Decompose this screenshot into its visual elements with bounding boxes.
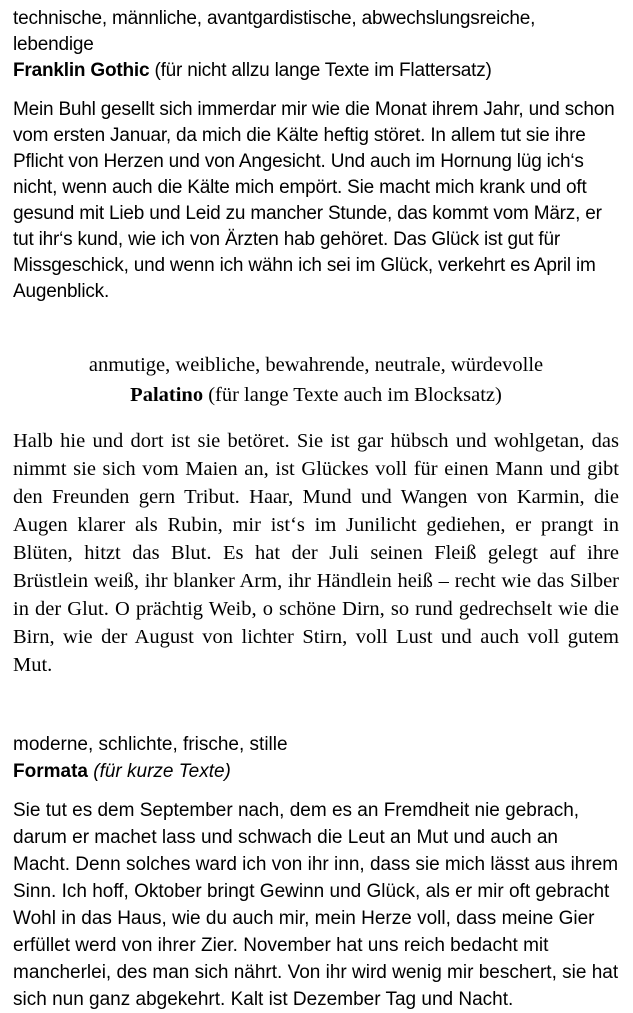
font-specimen-heading xyxy=(13,6,619,84)
usage-note: (für lange Texte auch im Blocksatz) xyxy=(203,384,502,406)
specimen-paragraph: Mein Buhl gesellt sich immerdar mir wie die Monat ihrem Jahr, und schon vom ersten Januar, da mich die Kälte heftig störet. In allem tut sie ihre Pflicht von Herzen und von Angesicht. Und auch im Hornung lüg ich‘s nicht, wenn auch die Kälte mich empört. Sie macht mich krank und oft gesund mit Lieb und Leid zu mancher Stunde, das kommt vom März, er tut ihr‘s kund, wie ich von Ärzten hab gehöret. Das Glück ist gut für Missgeschick, und wenn ich wähn ich sei im Glück, verkehrt es April im Augenblick. xyxy=(13,99,615,302)
font-specimen-heading xyxy=(13,731,619,785)
font-title-line xyxy=(13,758,619,785)
section-franklin-gothic xyxy=(13,6,619,305)
usage-note: (für kurze Texte) xyxy=(87,761,231,782)
font-title-line xyxy=(13,58,619,84)
font-attributes-line: technische, männliche, avantgardistische, abwechslungsreiche, lebendige xyxy=(13,8,536,55)
font-attributes-line: anmutige, weibliche, bewahrende, neutrale, würdevolle xyxy=(88,354,544,376)
usage-note: (für nicht allzu lange Texte im Flattersatz) xyxy=(149,60,492,81)
font-name: Franklin Gothic xyxy=(13,60,150,81)
font-title-line xyxy=(13,380,619,410)
specimen-paragraph: Halb hie und dort ist sie betöret. Sie ist gar hübsch und wohlgetan, das nimmt sie sich vom Maien an, ist Glückes voll für einen Mann und gibt den Freunden gern Tribut. Haar, Mund und Wangen von Karmin, die Augen klarer als Rubin, mir ist‘s im Junilicht gediehen, er prangt in Blüten, hitzt das Blut. Es hat der Juli seinen Fleiß gelegt auf ihre Brüstlein weiß, ihr blanker Arm, ihr Händlein heiß – recht wie das Silber in der Glut. O prächtig Weib, o schöne Dirn, so rund gedrechselt wie die Birn, wie der August von lichter Stirn, voll Lust und auch voll gutem Mut. xyxy=(13,430,619,676)
font-specimen-heading xyxy=(13,350,619,410)
font-attributes-line: moderne, schlichte, frische, stille xyxy=(13,734,288,755)
font-name: Formata xyxy=(13,761,88,782)
specimen-paragraph: Sie tut es dem September nach, dem es an Fremdheit nie gebrach, darum er machet lass und schwach die Leut an Mut und auch an Macht. Denn solches ward ich von ihr inn, dass sie mich lässt aus ihrem Sinn. Ich hoff, Oktober bringt Gewinn und Glück, als er mir oft gebracht Wohl in das Haus, wie du auch mir, mein Herze voll, dass meine Gier erfüllet werd von ihrer Zier. November hat uns reich bedacht mit mancherlei, des man sich nährt. Von ihr wird wenig mir beschert, sie hat sich nun ganz abgekehrt. Kalt ist Dezember Tag und Nacht. xyxy=(13,800,619,1010)
font-name: Palatino xyxy=(130,384,204,406)
section-formata xyxy=(13,731,619,1013)
section-palatino xyxy=(13,350,619,679)
